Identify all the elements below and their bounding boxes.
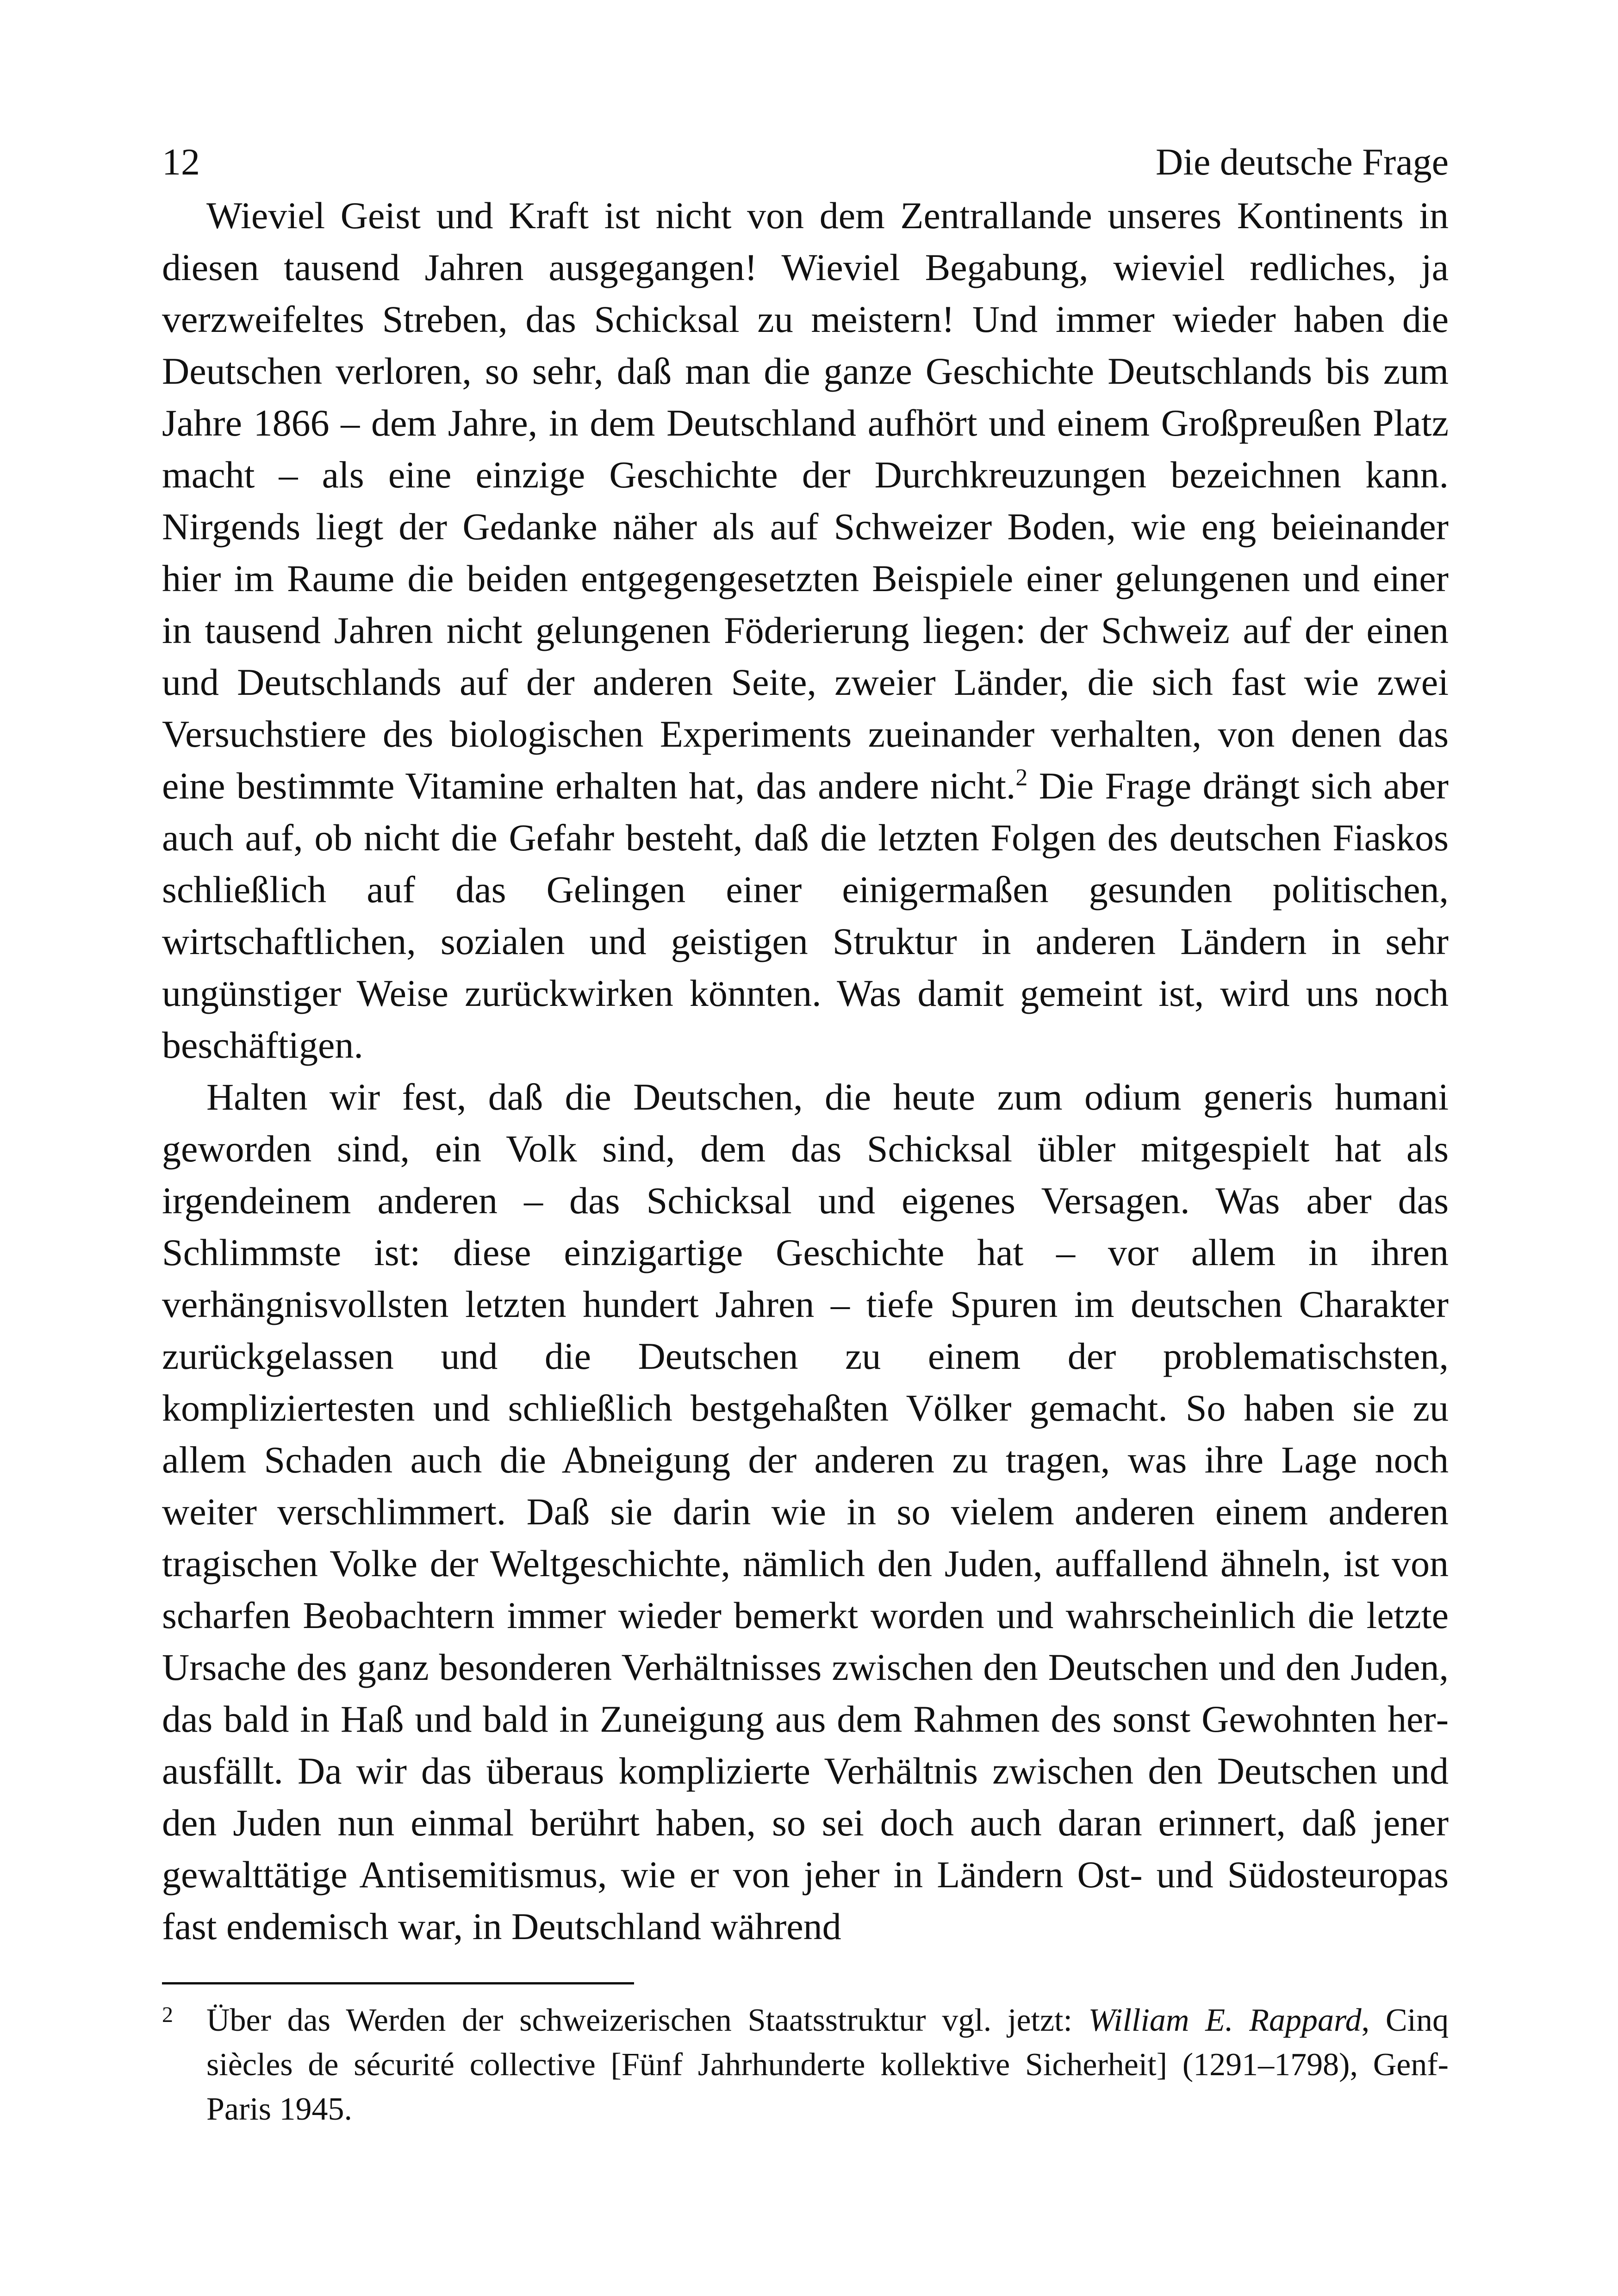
body-text — [162, 190, 1449, 1953]
footnote-text-after: , Cinq siècles de sécurité collective [Fünf Jahrhunderte kollektive Sicherheit] (1291–1798), Genf-Paris 1945. — [206, 2003, 1449, 2127]
footnote-text-before: Über das Werden der schweizerischen Staatsstruktur vgl. jetzt: — [206, 2003, 1089, 2038]
footnote-divider — [162, 1982, 634, 1984]
footnote-author: William E. Rappard — [1088, 2003, 1362, 2038]
footnote-mark: 2 — [162, 2003, 173, 2027]
paragraph-1-continuation: Die Frage drängt sich aber auch auf, ob nicht die Gefahr besteht, daß die letzten Folgen des deutschen Fiaskos schließlich auf das Gelingen einer einigermaßen gesunden politischen, wirtschaftlichen, sozialen und geistigen Struktur in anderen Ländern in sehr ungünstiger Weise zurückwirken könnten. Was damit gemeint ist, wird uns noch beschäftigen. — [162, 765, 1449, 1066]
paragraph-2: Halten wir fest, daß die Deutschen, die heute zum odium generis humani geworden sind, ein Volk sind, dem das Schicksal übler mitgespielt hat als irgendeinem anderen – das Schicksal und eigenes Versagen. Was aber das Schlimmste ist: diese einzigartige Geschichte hat – vor allem in ihren verhängnisvollsten letzten hundert Jahren – tiefe Spuren im deutschen Charakter zurückgelassen und die Deutschen zu einem der problematischsten, kompliziertesten und schließlich bestgehaßten Völker gemacht. So haben sie zu allem Schaden auch die Abneigung der anderen zu tragen, was ihre Lage noch weiter verschlimmert. Daß sie darin wie in so vielem anderen einem anderen tragischen Volke der Weltgeschichte, nämlich den Juden, auffallend ähneln, ist von scharfen Beobachtern immer wieder bemerkt worden und wahrscheinlich die letzte Ursache des ganz besonderen Verhältnisses zwischen den Deutschen und den Juden, das bald in Haß und bald in Zuneigung aus dem Rahmen des sonst Gewohnten herausfällt. Da wir das überaus komplizierte Verhältnis zwischen den Deutschen und den Juden nun einmal berührt haben, so sei doch auch daran erinnert, daß jener gewalttätige Antisemitismus, wie er von jeher in Ländern Ost- und Südosteuropas fast endemisch war, in Deutschland während — [162, 1076, 1449, 1947]
footnote — [162, 1998, 1449, 2132]
paragraph-1-text: Wieviel Geist und Kraft ist nicht von dem Zentrallande unseres Kontinents in diesen tausend Jahren ausgegangen! Wieviel Begabung, wieviel redliches, ja verzweifeltes Streben, das Schicksal zu meistern! Und immer wieder haben die Deutschen verloren, so sehr, daß man die ganze Geschichte Deutschlands bis zum Jahre 1866 – dem Jahre, in dem Deutschland aufhört und einem Großpreußen Platz macht – als eine einzige Geschichte der Durchkreuzungen bezeichnen kann. Nirgends liegt der Gedanke näher als auf Schweizer Boden, wie eng beieinander hier im Raume die beiden entgegengesetzten Beispiele einer gelungenen und einer in tausend Jahren nicht gelungenen Föderierung liegen: der Schweiz auf der einen und Deutschlands auf der anderen Seite, zweier Länder, die sich fast wie zwei Versuchstiere des biologischen Experiments zueinander verhalten, von denen das eine bestimmte Vitamine erhalten hat, das andere nicht. — [162, 194, 1449, 807]
book-page — [162, 134, 1449, 2217]
running-head — [162, 134, 1449, 190]
page-number: 12 — [162, 141, 200, 183]
footnote-reference: 2 — [1015, 764, 1028, 791]
running-title: Die deutsche Frage — [1156, 141, 1449, 183]
paragraph-1 — [162, 190, 1449, 1071]
